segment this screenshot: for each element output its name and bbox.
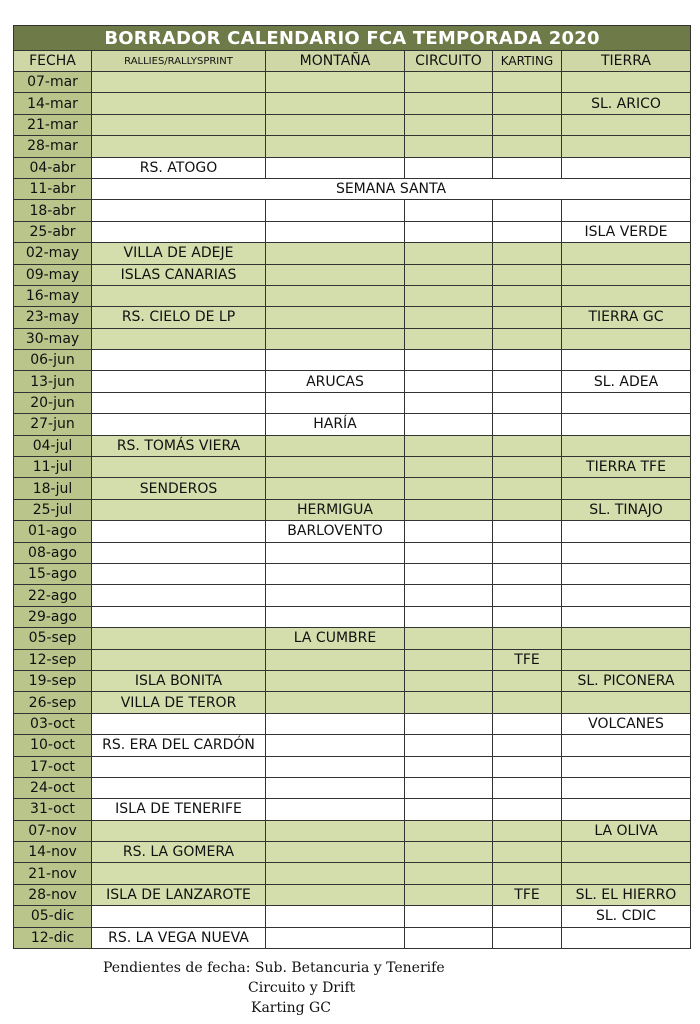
rallies-cell: [92, 585, 266, 606]
montana-cell: [266, 435, 405, 456]
tierra-cell: [562, 243, 691, 264]
rallies-cell: [92, 136, 266, 157]
header-montana: MONTAÑA: [266, 51, 405, 72]
tierra-cell: SL. ARICO: [562, 93, 691, 114]
montana-cell: [266, 585, 405, 606]
karting-cell: [493, 799, 562, 820]
karting-cell: [493, 264, 562, 285]
circuito-cell: [405, 114, 493, 135]
rallies-cell: [92, 499, 266, 520]
karting-cell: [493, 285, 562, 306]
tierra-cell: [562, 628, 691, 649]
calendar-row: [14, 606, 691, 627]
karting-cell: [493, 435, 562, 456]
tierra-cell: ISLA VERDE: [562, 221, 691, 242]
montana-cell: [266, 735, 405, 756]
circuito-cell: [405, 542, 493, 563]
date-cell: 24-oct: [14, 777, 92, 798]
circuito-cell: [405, 628, 493, 649]
calendar-row: [14, 285, 691, 306]
tierra-cell: TIERRA GC: [562, 307, 691, 328]
rallies-cell: VILLA DE TEROR: [92, 692, 266, 713]
rallies-cell: [92, 563, 266, 584]
header-fecha: FECHA: [14, 51, 92, 72]
montana-cell: [266, 392, 405, 413]
date-cell: 07-mar: [14, 72, 92, 93]
calendar-row: [14, 307, 691, 328]
tierra-cell: SL. EL HIERRO: [562, 884, 691, 905]
montana-cell: [266, 670, 405, 691]
circuito-cell: [405, 606, 493, 627]
karting-cell: [493, 350, 562, 371]
calendar-row: [14, 478, 691, 499]
date-cell: 14-nov: [14, 842, 92, 863]
calendar-row: [14, 371, 691, 392]
date-cell: 02-may: [14, 243, 92, 264]
montana-cell: [266, 307, 405, 328]
rallies-cell: RS. LA VEGA NUEVA: [92, 927, 266, 948]
karting-cell: [493, 842, 562, 863]
circuito-cell: [405, 906, 493, 927]
tierra-cell: SL. ADEA: [562, 371, 691, 392]
karting-cell: [493, 392, 562, 413]
calendar-row: [14, 136, 691, 157]
karting-cell: [493, 371, 562, 392]
date-cell: 05-sep: [14, 628, 92, 649]
tierra-cell: [562, 863, 691, 884]
tierra-cell: [562, 157, 691, 178]
tierra-cell: [562, 927, 691, 948]
tierra-cell: [562, 285, 691, 306]
montana-cell: [266, 820, 405, 841]
tierra-cell: [562, 842, 691, 863]
karting-cell: [493, 863, 562, 884]
date-cell: 12-sep: [14, 649, 92, 670]
circuito-cell: [405, 93, 493, 114]
circuito-cell: [405, 371, 493, 392]
header-tierra: TIERRA: [562, 51, 691, 72]
calendar-row: [14, 200, 691, 221]
date-cell: 18-jul: [14, 478, 92, 499]
circuito-cell: [405, 435, 493, 456]
calendar-row: [14, 392, 691, 413]
karting-cell: [493, 713, 562, 734]
montana-cell: [266, 777, 405, 798]
montana-cell: [266, 713, 405, 734]
montana-cell: ARUCAS: [266, 371, 405, 392]
circuito-cell: [405, 563, 493, 584]
rallies-cell: [92, 649, 266, 670]
tierra-cell: [562, 392, 691, 413]
tierra-cell: [562, 649, 691, 670]
tierra-cell: [562, 328, 691, 349]
tierra-cell: [562, 692, 691, 713]
pending-note-line: Karting GC: [251, 1000, 331, 1016]
date-cell: 07-nov: [14, 820, 92, 841]
date-cell: 31-oct: [14, 799, 92, 820]
date-cell: 10-oct: [14, 735, 92, 756]
circuito-cell: [405, 585, 493, 606]
calendar-row: [14, 328, 691, 349]
date-cell: 27-jun: [14, 414, 92, 435]
date-cell: 05-dic: [14, 906, 92, 927]
montana-cell: [266, 563, 405, 584]
rallies-cell: [92, 93, 266, 114]
karting-cell: TFE: [493, 649, 562, 670]
tierra-cell: VOLCANES: [562, 713, 691, 734]
montana-cell: [266, 350, 405, 371]
rallies-cell: VILLA DE ADEJE: [92, 243, 266, 264]
karting-cell: [493, 628, 562, 649]
rallies-cell: [92, 863, 266, 884]
circuito-cell: [405, 863, 493, 884]
date-cell: 16-may: [14, 285, 92, 306]
pending-notes: [103, 958, 445, 1018]
rallies-cell: [92, 820, 266, 841]
rallies-cell: [92, 457, 266, 478]
tierra-cell: [562, 478, 691, 499]
montana-cell: [266, 799, 405, 820]
montana-cell: HERMIGUA: [266, 499, 405, 520]
rallies-cell: [92, 221, 266, 242]
rallies-cell: [92, 713, 266, 734]
calendar-row: [14, 542, 691, 563]
montana-cell: [266, 328, 405, 349]
karting-cell: [493, 692, 562, 713]
tierra-cell: SL. PICONERA: [562, 670, 691, 691]
montana-cell: [266, 221, 405, 242]
montana-cell: [266, 264, 405, 285]
karting-cell: [493, 200, 562, 221]
rallies-cell: [92, 392, 266, 413]
karting-cell: [493, 499, 562, 520]
montana-cell: [266, 72, 405, 93]
date-cell: 20-jun: [14, 392, 92, 413]
circuito-cell: [405, 264, 493, 285]
date-cell: 19-sep: [14, 670, 92, 691]
rallies-cell: [92, 114, 266, 135]
date-cell: 04-abr: [14, 157, 92, 178]
circuito-cell: [405, 735, 493, 756]
montana-cell: [266, 756, 405, 777]
karting-cell: [493, 563, 562, 584]
circuito-cell: [405, 392, 493, 413]
montana-cell: [266, 884, 405, 905]
calendar-row: [14, 670, 691, 691]
rallies-cell: RS. LA GOMERA: [92, 842, 266, 863]
montana-cell: LA CUMBRE: [266, 628, 405, 649]
montana-cell: [266, 606, 405, 627]
tierra-cell: SL. CDIC: [562, 906, 691, 927]
circuito-cell: [405, 307, 493, 328]
tierra-cell: LA OLIVA: [562, 820, 691, 841]
montana-cell: [266, 542, 405, 563]
calendar-row: [14, 927, 691, 948]
karting-cell: [493, 136, 562, 157]
karting-cell: [493, 906, 562, 927]
rallies-cell: RS. CIELO DE LP: [92, 307, 266, 328]
calendar-row: [14, 884, 691, 905]
date-cell: 06-jun: [14, 350, 92, 371]
header-rallies: RALLIES/RALLYSPRINT: [92, 51, 266, 72]
circuito-cell: [405, 756, 493, 777]
circuito-cell: [405, 221, 493, 242]
karting-cell: [493, 585, 562, 606]
calendar-row: [14, 713, 691, 734]
rallies-cell: SENDEROS: [92, 478, 266, 499]
circuito-cell: [405, 799, 493, 820]
karting-cell: [493, 670, 562, 691]
karting-cell: [493, 542, 562, 563]
circuito-cell: [405, 670, 493, 691]
montana-cell: [266, 927, 405, 948]
event-span-cell: SEMANA SANTA: [92, 178, 691, 199]
tierra-cell: [562, 200, 691, 221]
rallies-cell: [92, 72, 266, 93]
date-cell: 25-abr: [14, 221, 92, 242]
calendar-row: [14, 435, 691, 456]
montana-cell: [266, 842, 405, 863]
karting-cell: TFE: [493, 884, 562, 905]
karting-cell: [493, 414, 562, 435]
calendar-row: [14, 563, 691, 584]
circuito-cell: [405, 777, 493, 798]
circuito-cell: [405, 414, 493, 435]
date-cell: 21-nov: [14, 863, 92, 884]
rallies-cell: RS. ATOGO: [92, 157, 266, 178]
date-cell: 26-sep: [14, 692, 92, 713]
circuito-cell: [405, 692, 493, 713]
rallies-cell: ISLAS CANARIAS: [92, 264, 266, 285]
header-row: [14, 51, 691, 72]
tierra-cell: [562, 606, 691, 627]
montana-cell: [266, 457, 405, 478]
karting-cell: [493, 756, 562, 777]
calendar-row: [14, 178, 691, 199]
montana-cell: [266, 136, 405, 157]
montana-cell: [266, 906, 405, 927]
calendar-body: [14, 72, 691, 949]
tierra-cell: [562, 735, 691, 756]
tierra-cell: [562, 521, 691, 542]
karting-cell: [493, 221, 562, 242]
date-cell: 11-abr: [14, 178, 92, 199]
circuito-cell: [405, 927, 493, 948]
calendar-row: [14, 157, 691, 178]
header-circuito: CIRCUITO: [405, 51, 493, 72]
calendar-row: [14, 499, 691, 520]
date-cell: 01-ago: [14, 521, 92, 542]
rallies-cell: [92, 756, 266, 777]
date-cell: 03-oct: [14, 713, 92, 734]
calendar-row: [14, 414, 691, 435]
karting-cell: [493, 114, 562, 135]
circuito-cell: [405, 157, 493, 178]
circuito-cell: [405, 499, 493, 520]
montana-cell: [266, 243, 405, 264]
calendar-row: [14, 842, 691, 863]
calendar-row: [14, 628, 691, 649]
date-cell: 23-may: [14, 307, 92, 328]
karting-cell: [493, 157, 562, 178]
montana-cell: HARÍA: [266, 414, 405, 435]
calendar-row: [14, 906, 691, 927]
date-cell: 11-jul: [14, 457, 92, 478]
circuito-cell: [405, 457, 493, 478]
rallies-cell: [92, 906, 266, 927]
date-cell: 28-nov: [14, 884, 92, 905]
date-cell: 12-dic: [14, 927, 92, 948]
date-cell: 08-ago: [14, 542, 92, 563]
pending-note-line: Pendientes de fecha: Sub. Betancuria y Tenerife: [103, 960, 445, 976]
circuito-cell: [405, 521, 493, 542]
karting-cell: [493, 328, 562, 349]
rallies-cell: [92, 414, 266, 435]
circuito-cell: [405, 328, 493, 349]
karting-cell: [493, 521, 562, 542]
pending-note-line: Circuito y Drift: [248, 980, 356, 996]
tierra-cell: [562, 72, 691, 93]
karting-cell: [493, 243, 562, 264]
rallies-cell: ISLA DE TENERIFE: [92, 799, 266, 820]
karting-cell: [493, 72, 562, 93]
karting-cell: [493, 735, 562, 756]
tierra-cell: TIERRA TFE: [562, 457, 691, 478]
rallies-cell: [92, 371, 266, 392]
calendar-row: [14, 735, 691, 756]
date-cell: 18-abr: [14, 200, 92, 221]
rallies-cell: ISLA BONITA: [92, 670, 266, 691]
calendar-row: [14, 221, 691, 242]
tierra-cell: [562, 585, 691, 606]
circuito-cell: [405, 72, 493, 93]
rallies-cell: RS. TOMÁS VIERA: [92, 435, 266, 456]
tierra-cell: [562, 756, 691, 777]
circuito-cell: [405, 350, 493, 371]
date-cell: 15-ago: [14, 563, 92, 584]
calendar-row: [14, 457, 691, 478]
calendar-table: [13, 25, 691, 949]
rallies-cell: [92, 628, 266, 649]
rallies-cell: [92, 542, 266, 563]
circuito-cell: [405, 820, 493, 841]
montana-cell: [266, 478, 405, 499]
calendar-row: [14, 350, 691, 371]
montana-cell: [266, 93, 405, 114]
karting-cell: [493, 307, 562, 328]
circuito-cell: [405, 478, 493, 499]
tierra-cell: [562, 114, 691, 135]
calendar-row: [14, 820, 691, 841]
montana-cell: [266, 157, 405, 178]
calendar-row: [14, 93, 691, 114]
tierra-cell: [562, 799, 691, 820]
date-cell: 17-oct: [14, 756, 92, 777]
montana-cell: [266, 863, 405, 884]
karting-cell: [493, 93, 562, 114]
calendar-row: [14, 799, 691, 820]
montana-cell: [266, 114, 405, 135]
date-cell: 22-ago: [14, 585, 92, 606]
calendar-row: [14, 521, 691, 542]
montana-cell: [266, 200, 405, 221]
montana-cell: [266, 285, 405, 306]
rallies-cell: ISLA DE LANZAROTE: [92, 884, 266, 905]
calendar-row: [14, 264, 691, 285]
tierra-cell: [562, 414, 691, 435]
tierra-cell: [562, 264, 691, 285]
calendar-container: [13, 25, 690, 949]
date-cell: 29-ago: [14, 606, 92, 627]
circuito-cell: [405, 713, 493, 734]
tierra-cell: [562, 435, 691, 456]
karting-cell: [493, 606, 562, 627]
date-cell: 28-mar: [14, 136, 92, 157]
circuito-cell: [405, 200, 493, 221]
tierra-cell: [562, 350, 691, 371]
calendar-row: [14, 243, 691, 264]
karting-cell: [493, 777, 562, 798]
date-cell: 14-mar: [14, 93, 92, 114]
montana-cell: [266, 649, 405, 670]
montana-cell: [266, 692, 405, 713]
circuito-cell: [405, 136, 493, 157]
rallies-cell: [92, 200, 266, 221]
tierra-cell: [562, 563, 691, 584]
rallies-cell: [92, 328, 266, 349]
montana-cell: BARLOVENTO: [266, 521, 405, 542]
date-cell: 09-may: [14, 264, 92, 285]
date-cell: 21-mar: [14, 114, 92, 135]
date-cell: 25-jul: [14, 499, 92, 520]
rallies-cell: [92, 521, 266, 542]
tierra-cell: [562, 777, 691, 798]
circuito-cell: [405, 285, 493, 306]
date-cell: 13-jun: [14, 371, 92, 392]
calendar-row: [14, 777, 691, 798]
rallies-cell: [92, 285, 266, 306]
circuito-cell: [405, 884, 493, 905]
calendar-row: [14, 756, 691, 777]
karting-cell: [493, 457, 562, 478]
karting-cell: [493, 478, 562, 499]
calendar-row: [14, 585, 691, 606]
calendar-row: [14, 649, 691, 670]
calendar-row: [14, 692, 691, 713]
header-karting: KARTING: [493, 51, 562, 72]
date-cell: 30-may: [14, 328, 92, 349]
rallies-cell: [92, 777, 266, 798]
date-cell: 04-jul: [14, 435, 92, 456]
calendar-title: BORRADOR CALENDARIO FCA TEMPORADA 2020: [14, 26, 691, 51]
calendar-row: [14, 863, 691, 884]
tierra-cell: [562, 136, 691, 157]
tierra-cell: [562, 542, 691, 563]
karting-cell: [493, 927, 562, 948]
rallies-cell: [92, 606, 266, 627]
karting-cell: [493, 820, 562, 841]
rallies-cell: [92, 350, 266, 371]
tierra-cell: SL. TINAJO: [562, 499, 691, 520]
circuito-cell: [405, 243, 493, 264]
circuito-cell: [405, 842, 493, 863]
calendar-row: [14, 72, 691, 93]
circuito-cell: [405, 649, 493, 670]
calendar-row: [14, 114, 691, 135]
rallies-cell: RS. ERA DEL CARDÓN: [92, 735, 266, 756]
